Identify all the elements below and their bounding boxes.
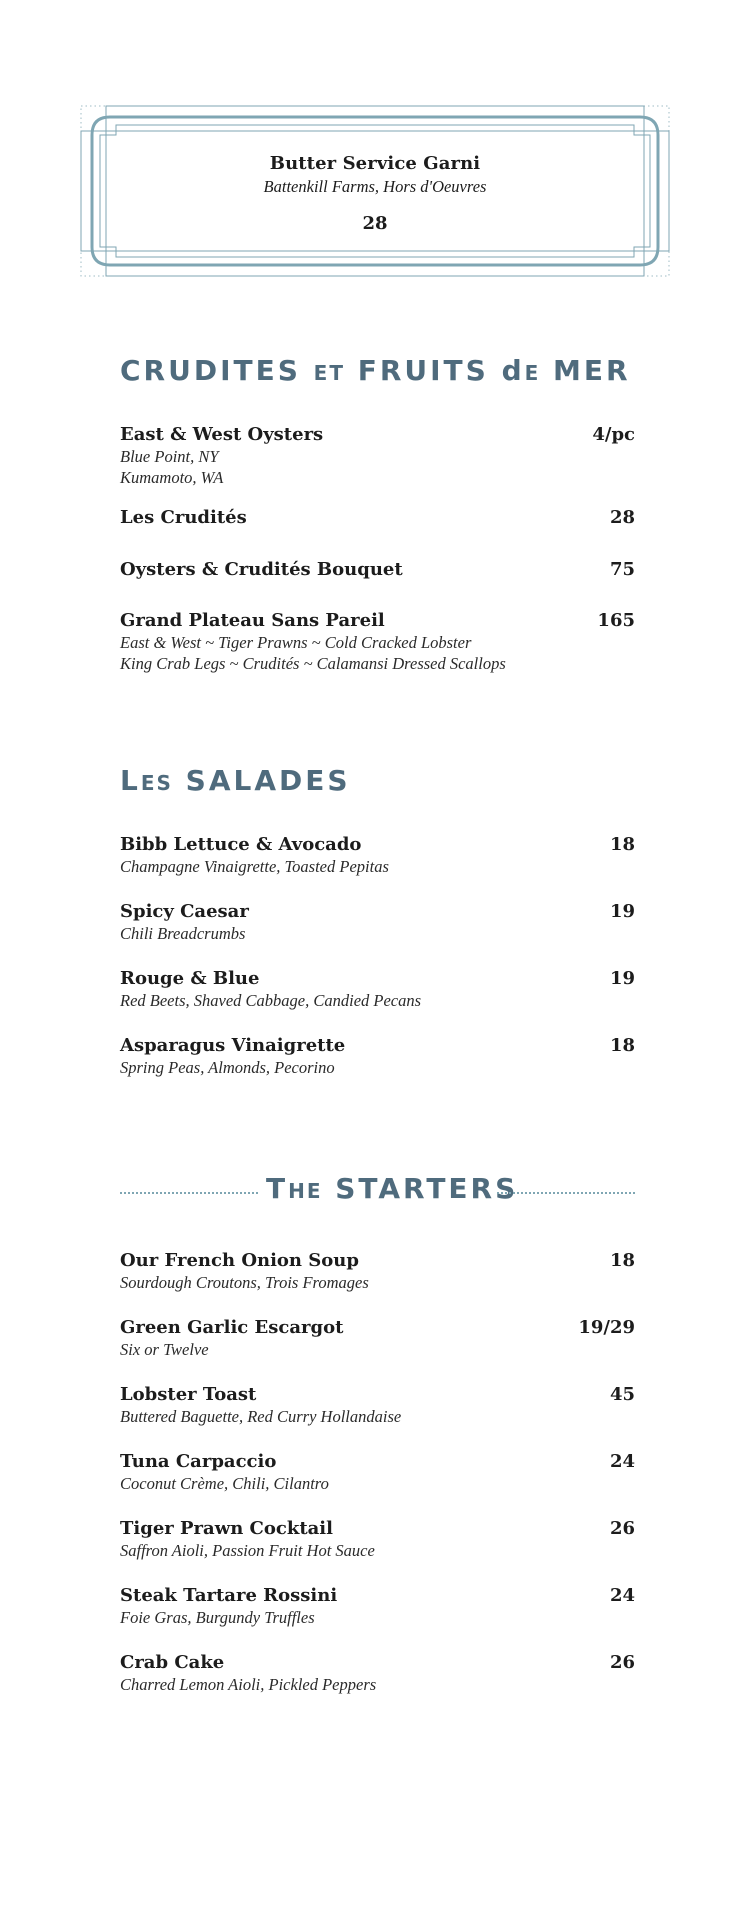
item-price: 75 (609, 559, 635, 580)
item-description: Champagne Vinaigrette, Toasted Pepitas (120, 857, 389, 876)
item-name: Rouge & Blue (120, 968, 260, 989)
item-price: 19/29 (578, 1317, 635, 1338)
item-description: East & West ~ Tiger Prawns ~ Cold Cracked Lobster (120, 633, 472, 652)
menu-item (120, 1652, 635, 1695)
menu-item (120, 1384, 635, 1427)
item-description: Kumamoto, WA (120, 468, 224, 487)
item-description: Saffron Aioli, Passion Fruit Hot Sauce (120, 1541, 375, 1560)
item-price: 26 (609, 1652, 635, 1673)
item-name: Spicy Caesar (120, 901, 249, 922)
dotted-divider (497, 1192, 635, 1194)
item-description: Spring Peas, Almonds, Pecorino (120, 1058, 335, 1077)
item-price: 19 (609, 968, 635, 989)
item-description: Blue Point, NY (120, 447, 219, 466)
item-name: East & West Oysters (120, 424, 324, 445)
section-title-salades: LES SALADES (120, 764, 351, 797)
butter-service-frame (80, 105, 670, 277)
menu-item (120, 834, 635, 877)
item-price: 28 (609, 507, 635, 528)
menu-item (120, 610, 635, 674)
item-price: 18 (609, 1035, 635, 1056)
item-name: Grand Plateau Sans Pareil (120, 610, 385, 631)
menu-item (120, 1585, 635, 1628)
butter-service-price: 28 (362, 213, 388, 234)
menu-item (120, 507, 635, 529)
item-name: Green Garlic Escargot (120, 1317, 344, 1338)
item-name: Oysters & Crudités Bouquet (120, 559, 403, 580)
item-name: Tuna Carpaccio (120, 1451, 277, 1472)
menu-item (120, 901, 635, 944)
item-description: Sourdough Croutons, Trois Fromages (120, 1273, 369, 1292)
item-price: 45 (609, 1384, 635, 1405)
item-description: Chili Breadcrumbs (120, 924, 246, 943)
item-name: Asparagus Vinaigrette (120, 1035, 346, 1056)
item-name: Bibb Lettuce & Avocado (120, 834, 362, 855)
item-name: Tiger Prawn Cocktail (120, 1518, 333, 1539)
section-header-starters (120, 1172, 635, 1212)
menu-item (120, 1451, 635, 1494)
item-description: King Crab Legs ~ Crudités ~ Calamansi Dressed Scallops (120, 654, 506, 673)
menu-item (120, 559, 635, 581)
section-title-starters: THE STARTERS (266, 1172, 519, 1205)
item-price: 24 (609, 1585, 635, 1606)
butter-service-name: Butter Service Garni (269, 153, 481, 174)
item-name: Our French Onion Soup (120, 1250, 359, 1271)
item-price: 165 (597, 610, 635, 631)
item-price: 4/pc (592, 424, 635, 445)
item-price: 19 (609, 901, 635, 922)
menu-item (120, 1317, 635, 1360)
item-price: 24 (609, 1451, 635, 1472)
item-description: Foie Gras, Burgundy Truffles (120, 1608, 315, 1627)
menu-item (120, 1250, 635, 1293)
item-name: Steak Tartare Rossini (120, 1585, 338, 1606)
section-title-crudites: CRUDITES ET FRUITS dE MER (120, 354, 631, 387)
menu-item (120, 968, 635, 1011)
item-description: Coconut Crème, Chili, Cilantro (120, 1474, 329, 1493)
item-description: Charred Lemon Aioli, Pickled Peppers (120, 1675, 377, 1694)
item-name: Crab Cake (120, 1652, 225, 1673)
item-description: Buttered Baguette, Red Curry Hollandaise (120, 1407, 402, 1426)
item-price: 18 (609, 1250, 635, 1271)
item-name: Lobster Toast (120, 1384, 257, 1405)
butter-service-description: Battenkill Farms, Hors d'Oeuvres (263, 177, 487, 196)
item-description: Six or Twelve (120, 1340, 209, 1359)
menu-item (120, 424, 635, 488)
menu-item (120, 1035, 635, 1078)
item-price: 18 (609, 834, 635, 855)
dotted-divider (120, 1192, 258, 1194)
menu-item (120, 1518, 635, 1561)
item-description: Red Beets, Shaved Cabbage, Candied Pecans (120, 991, 422, 1010)
item-name: Les Crudités (120, 507, 247, 528)
item-price: 26 (609, 1518, 635, 1539)
